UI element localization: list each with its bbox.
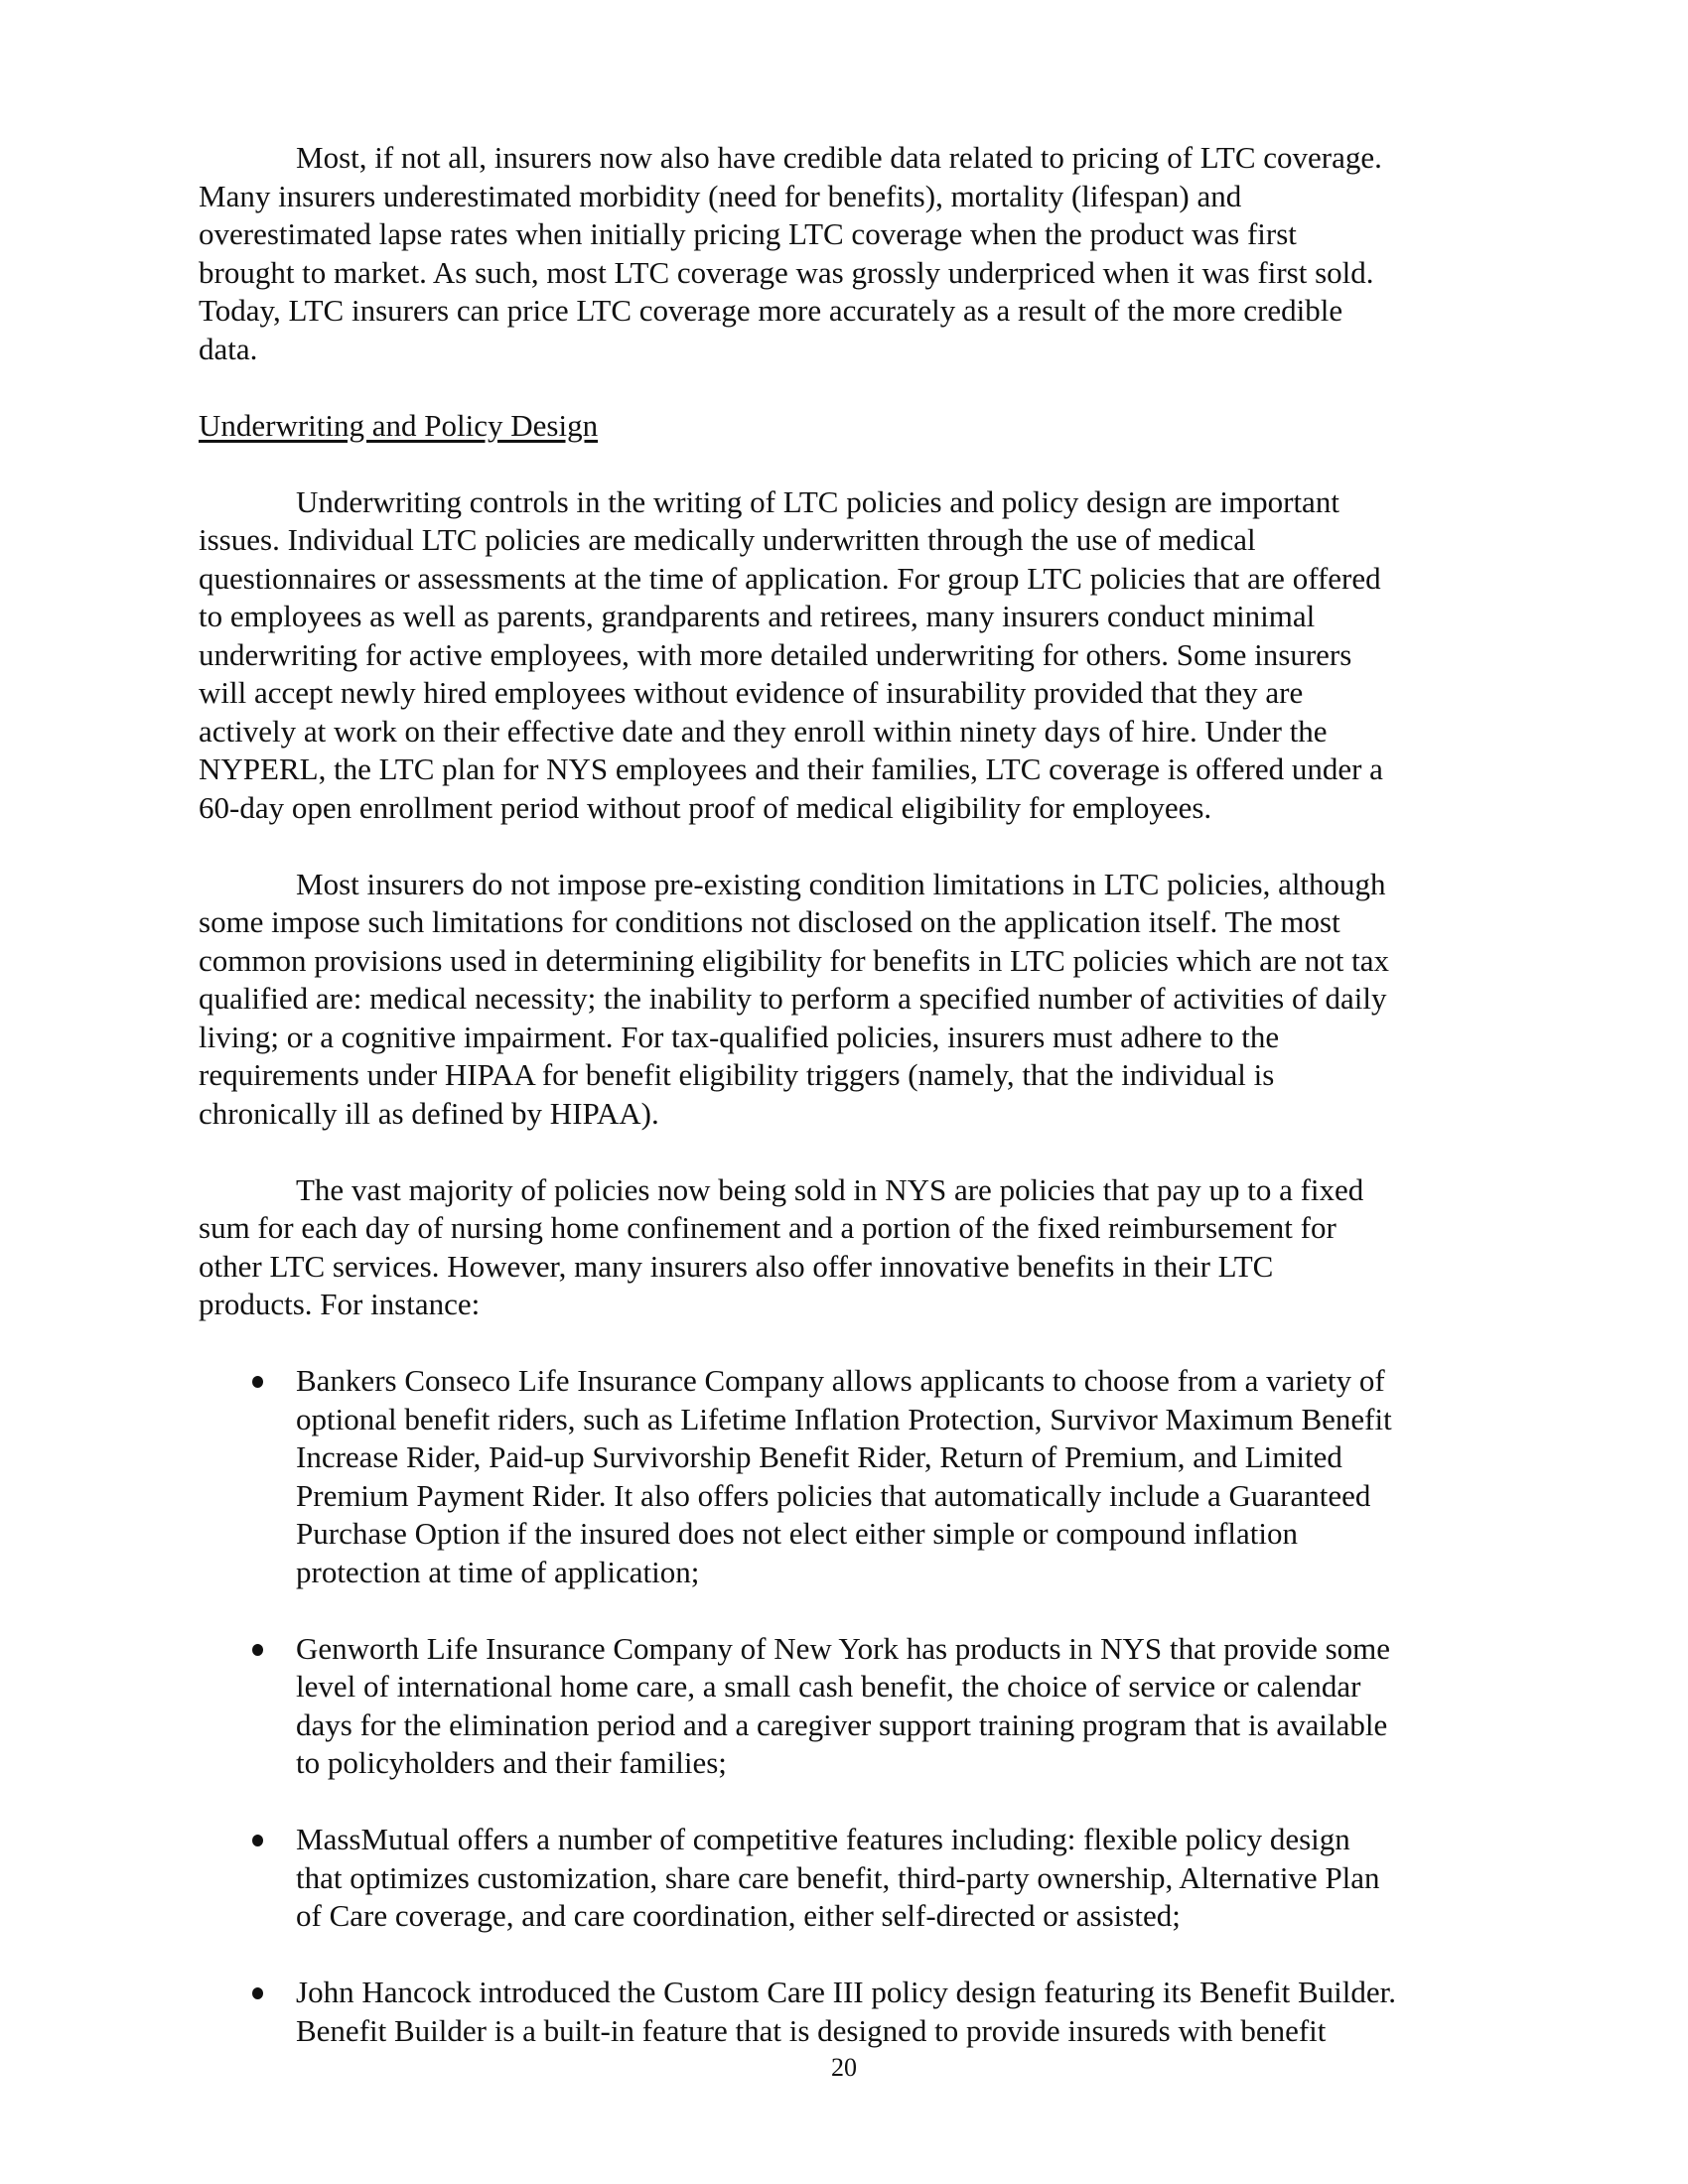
text-line: will accept newly hired employees without evidence of insurability provided that they are	[199, 675, 1304, 710]
text-line: data.	[199, 331, 258, 366]
paragraph-pre-existing-conditions	[199, 866, 1489, 1134]
text-line: issues. Individual LTC policies are medically underwritten through the use of medical	[199, 522, 1256, 557]
paragraph-credible-data	[199, 139, 1489, 368]
text-line: NYPERL, the LTC plan for NYS employees and their families, LTC coverage is offered under a	[199, 751, 1383, 786]
text-line: Benefit Builder is a built-in feature that is designed to provide insureds with benefit	[296, 2012, 1327, 2048]
text-line: chronically ill as defined by HIPAA).	[199, 1095, 659, 1131]
text-line: to policyholders and their families;	[296, 1745, 727, 1780]
list-item-massmutual	[199, 1821, 1489, 1936]
list-item-john-hancock	[199, 1974, 1489, 2050]
text-line: protection at time of application;	[296, 1554, 700, 1589]
bullet-icon	[252, 1835, 263, 1846]
text-line: of Care coverage, and care coordination, either self-directed or assisted;	[296, 1898, 1181, 1933]
section-heading: Underwriting and Policy Design	[199, 407, 599, 443]
text-line: common provisions used in determining eligibility for benefits in LTC policies which are not tax	[199, 942, 1390, 978]
text-line: The vast majority of policies now being sold in NYS are policies that pay up to a fixed	[296, 1171, 1364, 1207]
text-line: overestimated lapse rates when initially pricing LTC coverage when the product was first	[199, 216, 1297, 251]
text-line: some impose such limitations for conditions not disclosed on the application itself. The most	[199, 904, 1340, 939]
text-line: Most insurers do not impose pre-existing condition limitations in LTC policies, although	[296, 866, 1386, 901]
text-line: to employees as well as parents, grandparents and retirees, many insurers conduct minimal	[199, 599, 1316, 633]
text-line: Genworth Life Insurance Company of New York has products in NYS that provide some	[296, 1630, 1391, 1666]
text-line: John Hancock introduced the Custom Care III policy design featuring its Benefit Builder.	[296, 1975, 1396, 2009]
text-line: Many insurers underestimated morbidity (need for benefits), mortality (lifespan) and	[199, 178, 1242, 213]
text-line: brought to market. As such, most LTC coverage was grossly underpriced when it was first sold.	[199, 254, 1374, 290]
text-line: 60-day open enrollment period without proof of medical eligibility for employees.	[199, 789, 1212, 825]
bullet-icon	[252, 1644, 263, 1656]
text-line: Most, if not all, insurers now also have credible data related to pricing of LTC coverage.	[296, 140, 1382, 175]
text-line: Increase Rider, Paid-up Survivorship Benefit Rider, Return of Premium, and Limited	[296, 1439, 1342, 1474]
text-line: optional benefit riders, such as Lifetime Inflation Protection, Survivor Maximum Benefit	[296, 1401, 1392, 1436]
text-line: sum for each day of nursing home confinement and a portion of the fixed reimbursement for	[199, 1210, 1336, 1245]
text-line: other LTC services. However, many insurers also offer innovative benefits in their LTC	[199, 1248, 1274, 1284]
text-line: Bankers Conseco Life Insurance Company allows applicants to choose from a variety of	[296, 1363, 1385, 1398]
paragraph-underwriting-controls	[199, 483, 1489, 828]
text-line: Underwriting controls in the writing of LTC policies and policy design are important	[296, 483, 1339, 519]
text-line: qualified are: medical necessity; the inability to perform a specified number of activities of daily	[199, 981, 1387, 1016]
text-line: days for the elimination period and a caregiver support training program that is available	[296, 1706, 1388, 1742]
text-line: Today, LTC insurers can price LTC coverage more accurately as a result of the more credible	[199, 293, 1343, 328]
text-line: living; or a cognitive impairment. For tax-qualified policies, insurers must adhere to the	[199, 1019, 1280, 1054]
text-line: requirements under HIPAA for benefit eligibility triggers (namely, that the individual is	[199, 1057, 1275, 1092]
text-line: MassMutual offers a number of competitive features including: flexible policy design	[296, 1822, 1350, 1856]
text-line: actively at work on their effective date and they enroll within ninety days of hire. Under the	[199, 713, 1328, 749]
document-page	[199, 139, 1489, 2050]
text-line: products. For instance:	[199, 1287, 481, 1321]
page-number: 20	[831, 2053, 857, 2082]
text-line: underwriting for active employees, with more detailed underwriting for others. Some insurers	[199, 636, 1352, 672]
paragraph-policies-sold	[199, 1171, 1489, 1324]
bullet-icon	[252, 1987, 263, 1999]
insurer-benefits-list	[199, 1362, 1489, 2050]
bullet-icon	[252, 1376, 263, 1388]
text-line: level of international home care, a small cash benefit, the choice of service or calendar	[296, 1669, 1361, 1704]
text-line: Premium Payment Rider. It also offers policies that automatically include a Guaranteed	[296, 1477, 1371, 1513]
list-item-genworth	[199, 1630, 1489, 1783]
text-line: Purchase Option if the insured does not elect either simple or compound inflation	[296, 1516, 1298, 1551]
text-line: that optimizes customization, share care benefit, third-party ownership, Alternative Plan	[296, 1859, 1380, 1895]
list-item-bankers-conseco	[199, 1362, 1489, 1591]
text-line: questionnaires or assessments at the time of application. For group LTC policies that are offered	[199, 560, 1381, 596]
